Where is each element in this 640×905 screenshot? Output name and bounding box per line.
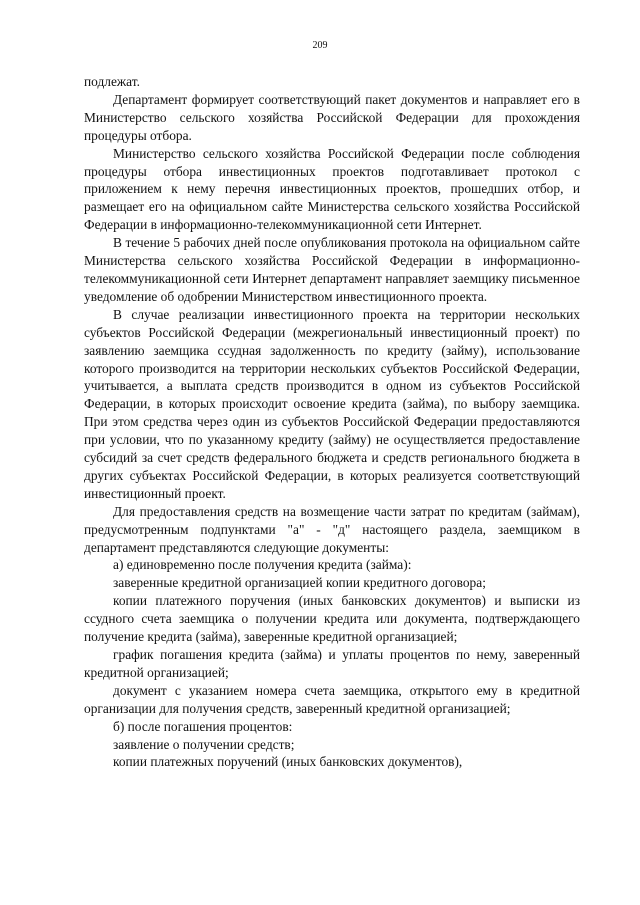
list-item: документ с указанием номера счета заемщика, открытого ему в кредитной организации для получения средств, заверенный кредитной организацией; — [84, 682, 580, 716]
paragraph: Министерство сельского хозяйства Российской Федерации после соблюдения процедуры отбора инвестиционных проектов подготавливает протокол с приложением к нему перечня инвестиционных проектов, прошедших отбор, и размещает его на официальном сайте Министерства сельского хозяйства Российской Федерации в информационно-телекоммуникационной сети Интернет. — [84, 145, 580, 233]
page-number: 209 — [312, 40, 328, 51]
list-item: график погашения кредита (займа) и уплаты процентов по нему, заверенный кредитной организацией; — [84, 647, 580, 680]
paragraph: Департамент формирует соответствующий пакет документов и направляет его в Министерство сельского хозяйства Российской Федерации для прохождения процедуры отбора. — [84, 91, 580, 143]
list-item: заверенные кредитной организацией копии кредитного договора; — [113, 575, 486, 591]
list-item: копии платежных поручений (иных банковских документов), — [113, 754, 463, 770]
list-item: б) после погашения процентов: — [113, 718, 293, 734]
list-item: копии платежного поручения (иных банковских документов) и выписки из ссудного счета заемщика о получении кредита или документа, подтверждающего получение кредита (займа), заверенные кредитной организацией; — [84, 593, 580, 645]
list-item: а) единовременно после получения кредита (займа): — [113, 557, 412, 573]
paragraph: В случае реализации инвестиционного проекта на территории нескольких субъектов Российской Федерации (межрегиональный инвестиционный проект) по заявлению заемщика ссудная задолженность по кредиту (займу), использование которого производится на территории нескольких субъектов Российской Федерации, учитывается, а выплата средств производится в одном из субъектов Российской Федерации, в которых происходит освоение кредита (займа), по выбору заемщика. При этом средства через один из субъектов Российской Федерации предоставляются при условии, что по указанному кредиту (займу) не осуществляется предоставление субсидий за счет средств федерального бюджета и средств регионального бюджета в других субъектах Российской Федерации, в которых реализуется соответствующий инвестиционный проект. — [84, 306, 580, 501]
paragraph: Для предоставления средств на возмещение части затрат по кредитам (займам), предусмотренным подпунктами "а" - "д" настоящего раздела, заемщиком в департамент представляются следующие документы: — [84, 503, 580, 555]
paragraph: подлежат. — [84, 74, 140, 89]
document-body — [84, 73, 580, 771]
list-item: заявление о получении средств; — [113, 736, 295, 752]
paragraph: В течение 5 рабочих дней после опубликования протокола на официальном сайте Министерства сельского хозяйства Российской Федерации в информационно-телекоммуникационной сети Интернет департамент направляет заемщику письменное уведомление об одобрении Министерством инвестиционного проекта. — [84, 235, 580, 304]
